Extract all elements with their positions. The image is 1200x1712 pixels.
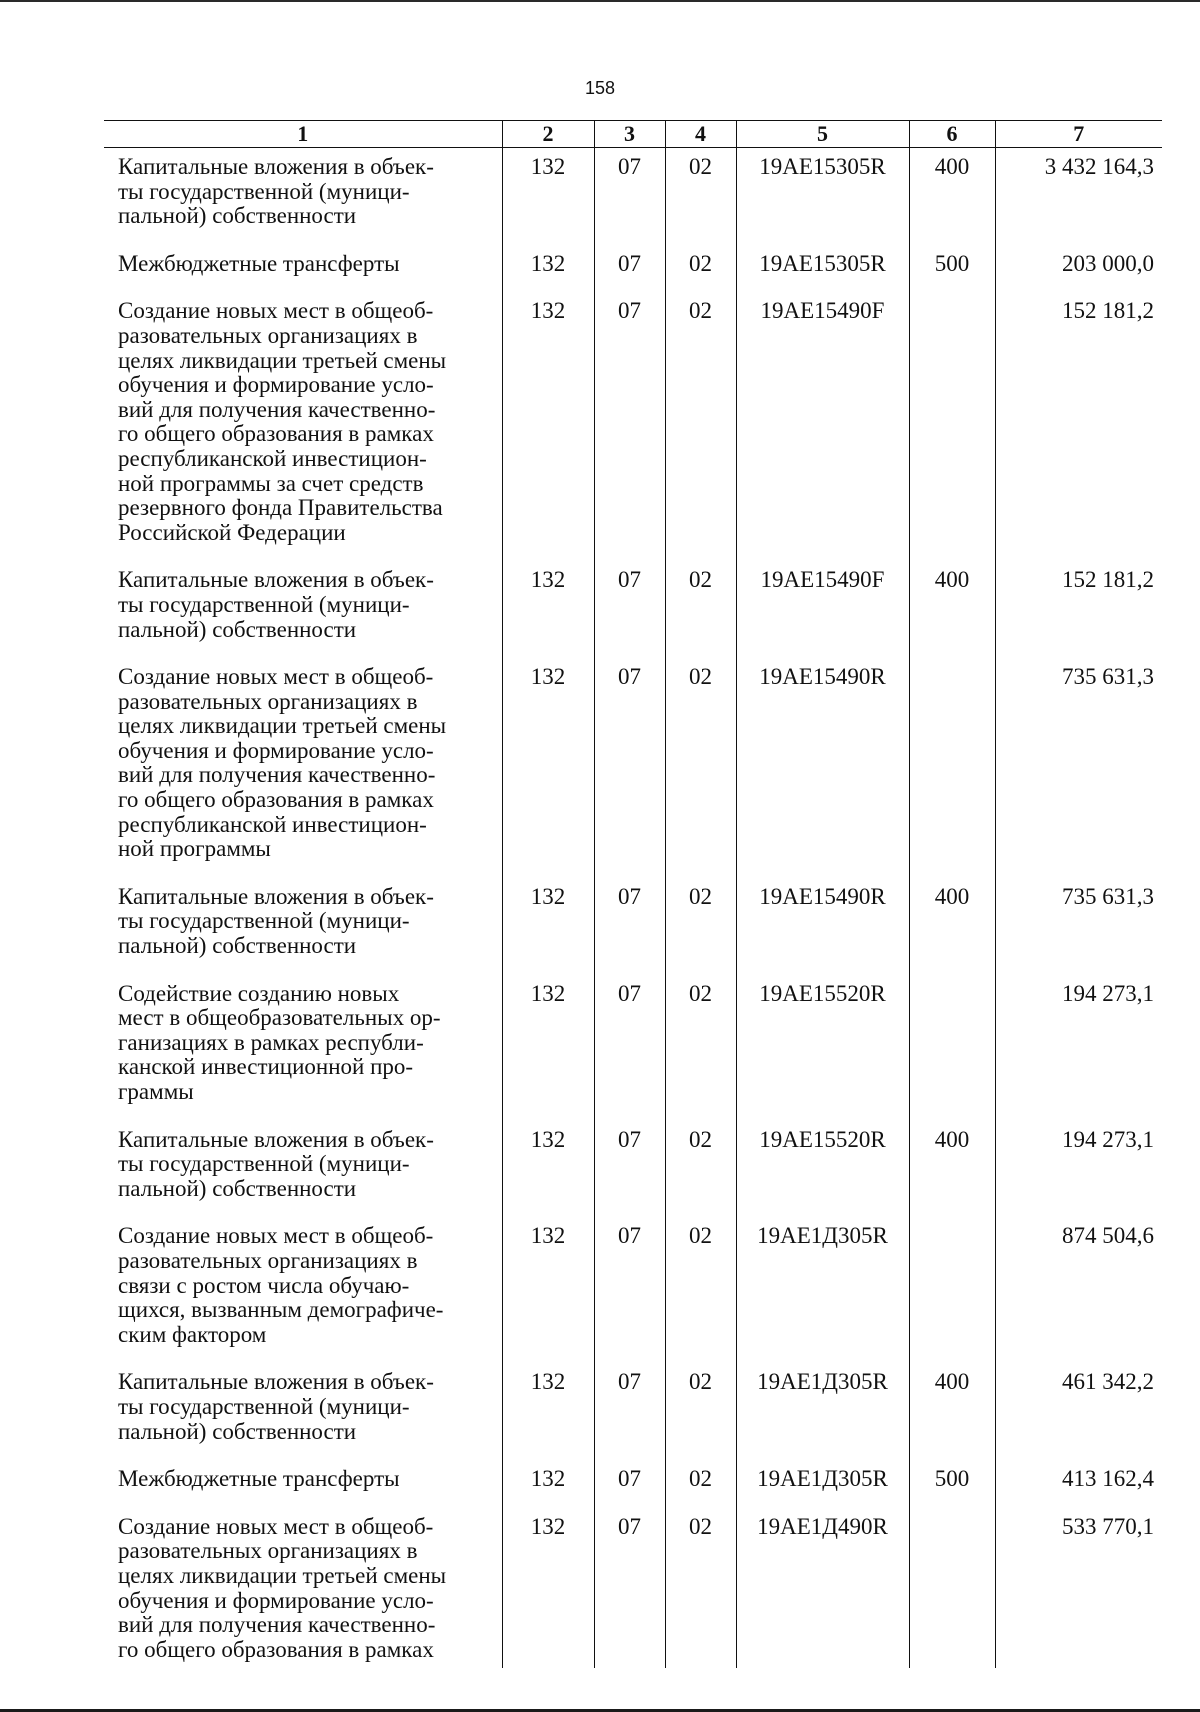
row-code-ministry: 132 xyxy=(502,1508,594,1669)
header-col-5: 5 xyxy=(736,121,909,148)
row-expenditure-name xyxy=(104,1363,502,1460)
row-code-target-item: 19АЕ15305R xyxy=(736,148,909,245)
expenditure-name-line: пальной) собственности xyxy=(118,1175,357,1201)
expenditure-name-line: республиканской инвестицион- xyxy=(118,811,427,837)
row-code-section: 07 xyxy=(594,148,665,245)
expenditure-name-line: мест в общеобразовательных ор- xyxy=(118,1005,441,1031)
expenditure-name-line: канской инвестиционной про- xyxy=(118,1054,414,1080)
row-code-expense-type xyxy=(909,658,995,878)
row-amount: 874 504,6 xyxy=(995,1217,1162,1363)
expenditure-name-line: ты государственной (муници- xyxy=(118,1393,410,1419)
expenditure-name-line: Капитальные вложения в объек- xyxy=(118,1369,434,1395)
table-row xyxy=(104,975,1162,1121)
row-code-subsection: 02 xyxy=(665,1363,736,1460)
table-row xyxy=(104,148,1162,245)
expenditure-name-line: ной программы за счет средств xyxy=(118,470,424,496)
row-code-target-item: 19АЕ15490R xyxy=(736,878,909,975)
expenditure-name-line: Создание новых мест в общеоб- xyxy=(118,1513,434,1539)
expenditure-name-line: разовательных организациях в xyxy=(118,322,418,348)
row-code-ministry: 132 xyxy=(502,658,594,878)
row-code-ministry: 132 xyxy=(502,148,594,245)
header-col-4: 4 xyxy=(665,121,736,148)
scan-edge-top xyxy=(0,0,1200,2)
expenditure-name-line: вий для получения качественно- xyxy=(118,762,436,788)
expenditure-name-line: обучения и формирование усло- xyxy=(118,1587,434,1613)
expenditure-name-line: Создание новых мест в общеоб- xyxy=(118,664,434,690)
expenditure-name-line: ганизациях в рамках республи- xyxy=(118,1029,424,1055)
row-amount: 194 273,1 xyxy=(995,975,1162,1121)
expenditure-name-line: Капитальные вложения в объек- xyxy=(118,1126,434,1152)
table-row xyxy=(104,245,1162,293)
expenditure-name-line: целях ликвидации третьей смены xyxy=(118,347,447,373)
row-code-target-item: 19АЕ15520R xyxy=(736,975,909,1121)
row-expenditure-name xyxy=(104,1508,502,1669)
expenditure-name-line: ты государственной (муници- xyxy=(118,591,410,617)
table-row xyxy=(104,1460,1162,1508)
expenditure-name-line: целях ликвидации третьей смены xyxy=(118,1562,447,1588)
row-code-section: 07 xyxy=(594,292,665,561)
expenditure-name-line: пальной) собственности xyxy=(118,933,357,959)
row-amount: 203 000,0 xyxy=(995,245,1162,293)
row-code-subsection: 02 xyxy=(665,148,736,245)
expenditure-name-line: го общего образования в рамках xyxy=(118,787,434,813)
row-code-expense-type xyxy=(909,975,995,1121)
table-row xyxy=(104,658,1162,878)
row-code-subsection: 02 xyxy=(665,878,736,975)
row-expenditure-name xyxy=(104,1460,502,1508)
row-code-section: 07 xyxy=(594,658,665,878)
expenditure-name-line: обучения и формирование усло- xyxy=(118,737,434,763)
row-code-section: 07 xyxy=(594,1460,665,1508)
row-amount: 152 181,2 xyxy=(995,561,1162,658)
expenditure-name-line: вий для получения качественно- xyxy=(118,396,436,422)
row-code-ministry: 132 xyxy=(502,561,594,658)
expenditure-name-line: вий для получения качественно- xyxy=(118,1612,436,1638)
row-code-subsection: 02 xyxy=(665,245,736,293)
row-expenditure-name xyxy=(104,1217,502,1363)
expenditure-name-line: граммы xyxy=(118,1079,194,1104)
row-code-section: 07 xyxy=(594,975,665,1121)
row-expenditure-name xyxy=(104,658,502,878)
expenditure-name-line: связи с ростом числа обучаю- xyxy=(118,1272,410,1298)
row-code-target-item: 19АЕ15490F xyxy=(736,292,909,561)
row-code-subsection: 02 xyxy=(665,561,736,658)
row-code-subsection: 02 xyxy=(665,1460,736,1508)
expenditure-name-line: щихся, вызванным демографиче- xyxy=(118,1297,444,1323)
expenditure-name-line: разовательных организациях в xyxy=(118,688,418,714)
row-amount: 533 770,1 xyxy=(995,1508,1162,1669)
row-code-ministry: 132 xyxy=(502,1217,594,1363)
row-code-target-item: 19АЕ1Д490R xyxy=(736,1508,909,1669)
expenditure-name-line: Содействие созданию новых xyxy=(118,980,400,1006)
row-amount: 413 162,4 xyxy=(995,1460,1162,1508)
row-code-section: 07 xyxy=(594,1121,665,1218)
row-code-subsection: 02 xyxy=(665,1217,736,1363)
row-code-expense-type xyxy=(909,1217,995,1363)
row-code-section: 07 xyxy=(594,561,665,658)
expenditure-name-line: Российской Федерации xyxy=(118,519,346,545)
expenditure-name-line: Создание новых мест в общеоб- xyxy=(118,298,434,324)
expenditure-name-line: ты государственной (муници- xyxy=(118,1151,410,1177)
row-expenditure-name xyxy=(104,148,502,245)
row-code-target-item: 19АЕ15490R xyxy=(736,658,909,878)
expenditure-name-line: разовательных организациях в xyxy=(118,1247,418,1273)
expenditure-name-line: ты государственной (муници- xyxy=(118,178,410,204)
row-code-section: 07 xyxy=(594,1217,665,1363)
expenditure-name-line: го общего образования в рамках xyxy=(118,421,434,447)
expenditure-name-line: Капитальные вложения в объек- xyxy=(118,567,434,593)
row-code-ministry: 132 xyxy=(502,878,594,975)
expenditure-name-line: обучения и формирование усло- xyxy=(118,372,434,398)
expenditure-name-line: республиканской инвестицион- xyxy=(118,445,427,471)
table-row xyxy=(104,292,1162,561)
page-number: 158 xyxy=(584,78,616,98)
expenditure-name-line: Межбюджетные трансферты xyxy=(118,1466,400,1492)
expenditure-name-line: ты государственной (муници- xyxy=(118,908,410,934)
row-code-ministry: 132 xyxy=(502,1460,594,1508)
row-expenditure-name xyxy=(104,878,502,975)
header-col-1: 1 xyxy=(104,121,502,148)
row-code-ministry: 132 xyxy=(502,1363,594,1460)
budget-table-wrapper xyxy=(104,120,1162,1668)
expenditure-name-line: пальной) собственности xyxy=(118,203,357,229)
header-col-7: 7 xyxy=(995,121,1162,148)
row-amount: 461 342,2 xyxy=(995,1363,1162,1460)
expenditure-name-line: резервного фонда Правительства xyxy=(118,495,443,521)
row-code-section: 07 xyxy=(594,1363,665,1460)
row-code-ministry: 132 xyxy=(502,975,594,1121)
row-amount: 735 631,3 xyxy=(995,878,1162,975)
table-body xyxy=(104,148,1162,1669)
row-code-expense-type: 500 xyxy=(909,1460,995,1508)
expenditure-name-line: Капитальные вложения в объек- xyxy=(118,883,434,909)
expenditure-name-line: Капитальные вложения в объек- xyxy=(118,154,434,179)
row-expenditure-name xyxy=(104,292,502,561)
row-code-target-item: 19АЕ1Д305R xyxy=(736,1460,909,1508)
expenditure-name-line: Создание новых мест в общеоб- xyxy=(118,1223,434,1249)
row-expenditure-name xyxy=(104,1121,502,1218)
row-code-ministry: 132 xyxy=(502,1121,594,1218)
row-expenditure-name xyxy=(104,975,502,1121)
expenditure-name-line: пальной) собственности xyxy=(118,616,357,642)
expenditure-name-line: пальной) собственности xyxy=(118,1418,357,1444)
row-code-target-item: 19АЕ15490F xyxy=(736,561,909,658)
row-code-target-item: 19АЕ1Д305R xyxy=(736,1363,909,1460)
budget-table xyxy=(104,120,1162,1668)
row-code-subsection: 02 xyxy=(665,975,736,1121)
header-col-6: 6 xyxy=(909,121,995,148)
row-code-expense-type: 500 xyxy=(909,245,995,293)
row-code-target-item: 19АЕ15520R xyxy=(736,1121,909,1218)
table-row xyxy=(104,1363,1162,1460)
row-code-expense-type: 400 xyxy=(909,878,995,975)
row-code-ministry: 132 xyxy=(502,292,594,561)
row-amount: 3 432 164,3 xyxy=(995,148,1162,245)
row-code-section: 07 xyxy=(594,245,665,293)
table-row xyxy=(104,878,1162,975)
row-amount: 194 273,1 xyxy=(995,1121,1162,1218)
row-amount: 735 631,3 xyxy=(995,658,1162,878)
expenditure-name-line: целях ликвидации третьей смены xyxy=(118,713,447,739)
row-code-expense-type: 400 xyxy=(909,561,995,658)
row-code-expense-type xyxy=(909,292,995,561)
expenditure-name-line: го общего образования в рамках xyxy=(118,1636,434,1662)
row-code-target-item: 19АЕ15305R xyxy=(736,245,909,293)
table-row xyxy=(104,561,1162,658)
row-code-subsection: 02 xyxy=(665,292,736,561)
row-code-expense-type: 400 xyxy=(909,1121,995,1218)
row-code-ministry: 132 xyxy=(502,245,594,293)
row-code-section: 07 xyxy=(594,1508,665,1669)
expenditure-name-line: ским фактором xyxy=(118,1321,267,1347)
expenditure-name-line: разовательных организациях в xyxy=(118,1538,418,1564)
header-col-3: 3 xyxy=(594,121,665,148)
row-amount: 152 181,2 xyxy=(995,292,1162,561)
row-code-subsection: 02 xyxy=(665,1121,736,1218)
table-row xyxy=(104,1217,1162,1363)
row-expenditure-name xyxy=(104,245,502,293)
row-code-subsection: 02 xyxy=(665,658,736,878)
header-col-2: 2 xyxy=(502,121,594,148)
row-code-section: 07 xyxy=(594,878,665,975)
row-code-subsection: 02 xyxy=(665,1508,736,1669)
expenditure-name-line: Межбюджетные трансферты xyxy=(118,250,400,276)
header-row xyxy=(104,121,1162,148)
row-code-expense-type: 400 xyxy=(909,1363,995,1460)
row-code-expense-type: 400 xyxy=(909,148,995,245)
row-code-target-item: 19АЕ1Д305R xyxy=(736,1217,909,1363)
table-row xyxy=(104,1508,1162,1669)
expenditure-name-line: ной программы xyxy=(118,836,271,862)
row-expenditure-name xyxy=(104,561,502,658)
row-code-expense-type xyxy=(909,1508,995,1669)
table-row xyxy=(104,1121,1162,1218)
